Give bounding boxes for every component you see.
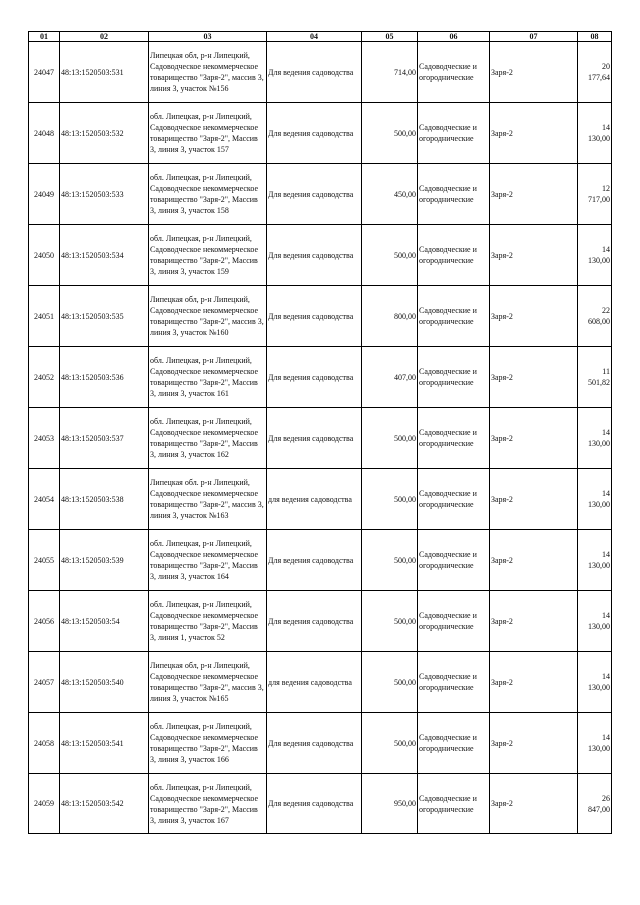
cell-location-name: Заря-2 — [490, 103, 578, 164]
cell-permitted-use: Для ведения садоводства — [267, 103, 362, 164]
cell-cadastral-value: 14 130,00 — [578, 591, 612, 652]
cell-category: Садоводческие и огороднические — [418, 347, 490, 408]
cell-category: Садоводческие и огороднические — [418, 225, 490, 286]
table-row — [29, 103, 612, 164]
cell-address: Липецкая обл, р-н Липецкий, Садоводческое некоммерческое товарищество "Заря-2", массив 3, линия 3, участок №165 — [149, 652, 267, 713]
cell-category: Садоводческие и огороднические — [418, 774, 490, 834]
header-cell-02: 02 — [60, 32, 149, 42]
table-row — [29, 469, 612, 530]
table-row — [29, 652, 612, 713]
cell-row-number: 24051 — [29, 286, 60, 347]
cell-area: 714,00 — [362, 42, 418, 103]
cell-address: обл. Липецкая, р-н Липецкий, Садоводческое некоммерческое товарищество "Заря-2", Массив 3, линия 3, участок 162 — [149, 408, 267, 469]
cell-cadastral-number: 48:13:1520503:540 — [60, 652, 149, 713]
cell-address: Липецкая обл. р-н Липецкий, Садоводческое некоммерческое товарищество "Заря-2", массив 3, линия 3, участок №163 — [149, 469, 267, 530]
cell-area: 500,00 — [362, 713, 418, 774]
cell-cadastral-number: 48:13:1520503:54 — [60, 591, 149, 652]
cell-category: Садоводческие и огороднические — [418, 469, 490, 530]
cell-cadastral-value: 14 130,00 — [578, 469, 612, 530]
cell-cadastral-number: 48:13:1520503:531 — [60, 42, 149, 103]
cell-area: 950,00 — [362, 774, 418, 834]
cell-permitted-use: для ведения садоводства — [267, 469, 362, 530]
table-row — [29, 408, 612, 469]
cell-row-number: 24058 — [29, 713, 60, 774]
cell-cadastral-number: 48:13:1520503:533 — [60, 164, 149, 225]
cell-cadastral-value: 14 130,00 — [578, 408, 612, 469]
cell-location-name: Заря-2 — [490, 408, 578, 469]
header-cell-04: 04 — [267, 32, 362, 42]
cell-row-number: 24053 — [29, 408, 60, 469]
cell-permitted-use: для ведения садоводства — [267, 652, 362, 713]
cell-address: Липецкая обл, р-н Липецкий, Садоводческое некоммерческое товарищество "Заря-2", массив 3, линия 3, участок №156 — [149, 42, 267, 103]
cell-permitted-use: Для ведения садоводства — [267, 347, 362, 408]
cell-area: 500,00 — [362, 225, 418, 286]
cell-address: обл. Липецкая, р-н Липецкий, Садоводческое некоммерческое товарищество "Заря-2", Массив 3, линия 3, участок 164 — [149, 530, 267, 591]
cell-location-name: Заря-2 — [490, 591, 578, 652]
cell-cadastral-value: 14 130,00 — [578, 713, 612, 774]
table-header-row — [29, 32, 612, 42]
cell-cadastral-value: 12 717,00 — [578, 164, 612, 225]
cell-address: обл. Липецкая, р-н Липецкий, Садоводческое некоммерческое товарищество "Заря-2", Массив 3, линия 3, участок 161 — [149, 347, 267, 408]
cell-location-name: Заря-2 — [490, 774, 578, 834]
cell-cadastral-number: 48:13:1520503:542 — [60, 774, 149, 834]
cell-category: Садоводческие и огороднические — [418, 408, 490, 469]
cell-cadastral-value: 14 130,00 — [578, 530, 612, 591]
table-row — [29, 347, 612, 408]
header-cell-03: 03 — [149, 32, 267, 42]
cell-row-number: 24055 — [29, 530, 60, 591]
table-row — [29, 164, 612, 225]
cell-category: Садоводческие и огороднические — [418, 652, 490, 713]
cell-location-name: Заря-2 — [490, 286, 578, 347]
cell-row-number: 24052 — [29, 347, 60, 408]
header-cell-08: 08 — [578, 32, 612, 42]
table-row — [29, 225, 612, 286]
cell-row-number: 24047 — [29, 42, 60, 103]
cell-cadastral-value: 14 130,00 — [578, 225, 612, 286]
cell-row-number: 24054 — [29, 469, 60, 530]
cell-category: Садоводческие и огороднические — [418, 42, 490, 103]
table-row — [29, 713, 612, 774]
header-cell-07: 07 — [490, 32, 578, 42]
cell-row-number: 24050 — [29, 225, 60, 286]
cell-category: Садоводческие и огороднические — [418, 103, 490, 164]
cell-address: обл. Липецкая, р-н Липецкий, Садоводческое некоммерческое товарищество "Заря-2", Массив 3, линия 3, участок 158 — [149, 164, 267, 225]
cell-cadastral-value: 26 847,00 — [578, 774, 612, 834]
cell-row-number: 24049 — [29, 164, 60, 225]
cell-area: 500,00 — [362, 652, 418, 713]
cell-address: обл. Липецкая, р-н Липецкий, Садоводческое некоммерческое товарищество "Заря-2", Массив 3, линия 3, участок 157 — [149, 103, 267, 164]
cell-cadastral-value: 11 501,82 — [578, 347, 612, 408]
cell-address: обл. Липецкая, р-н Липецкий, Садоводческое некоммерческое товарищество "Заря-2", Массив 3, линия 1, участок 52 — [149, 591, 267, 652]
cell-address: обл. Липецкая, р-н Липецкий, Садоводческое некоммерческое товарищество "Заря-2", Массив 3, линия 3, участок 159 — [149, 225, 267, 286]
cell-cadastral-number: 48:13:1520503:541 — [60, 713, 149, 774]
cell-cadastral-value: 14 130,00 — [578, 652, 612, 713]
cell-cadastral-value: 14 130,00 — [578, 103, 612, 164]
cell-cadastral-number: 48:13:1520503:535 — [60, 286, 149, 347]
table-body — [29, 42, 612, 834]
cell-location-name: Заря-2 — [490, 225, 578, 286]
cell-cadastral-value: 22 608,00 — [578, 286, 612, 347]
cell-cadastral-number: 48:13:1520503:532 — [60, 103, 149, 164]
cell-category: Садоводческие и огороднические — [418, 591, 490, 652]
cell-row-number: 24059 — [29, 774, 60, 834]
cell-location-name: Заря-2 — [490, 652, 578, 713]
land-plots-table — [28, 31, 612, 834]
cell-address: Липецкая обл, р-н Липецкий, Садоводческое некоммерческое товарищество "Заря-2", массив 3, линия 3, участок №160 — [149, 286, 267, 347]
cell-row-number: 24048 — [29, 103, 60, 164]
cell-permitted-use: Для ведения садоводства — [267, 530, 362, 591]
cell-category: Садоводческие и огороднические — [418, 713, 490, 774]
cell-category: Садоводческие и огороднические — [418, 530, 490, 591]
cell-cadastral-number: 48:13:1520503:538 — [60, 469, 149, 530]
cell-row-number: 24057 — [29, 652, 60, 713]
cell-cadastral-value: 20 177,64 — [578, 42, 612, 103]
cell-cadastral-number: 48:13:1520503:534 — [60, 225, 149, 286]
cell-permitted-use: Для ведения садоводства — [267, 225, 362, 286]
header-cell-06: 06 — [418, 32, 490, 42]
table-row — [29, 591, 612, 652]
cell-area: 500,00 — [362, 591, 418, 652]
cell-location-name: Заря-2 — [490, 469, 578, 530]
cell-cadastral-number: 48:13:1520503:537 — [60, 408, 149, 469]
cell-permitted-use: Для ведения садоводства — [267, 42, 362, 103]
cell-area: 450,00 — [362, 164, 418, 225]
cell-area: 500,00 — [362, 408, 418, 469]
cell-category: Садоводческие и огороднические — [418, 286, 490, 347]
cell-cadastral-number: 48:13:1520503:536 — [60, 347, 149, 408]
cell-location-name: Заря-2 — [490, 164, 578, 225]
cell-location-name: Заря-2 — [490, 42, 578, 103]
cell-row-number: 24056 — [29, 591, 60, 652]
cell-area: 407,00 — [362, 347, 418, 408]
cell-location-name: Заря-2 — [490, 530, 578, 591]
cell-cadastral-number: 48:13:1520503:539 — [60, 530, 149, 591]
cell-area: 500,00 — [362, 469, 418, 530]
table-row — [29, 286, 612, 347]
cell-area: 500,00 — [362, 530, 418, 591]
cell-address: обл. Липецкая, р-н Липецкий, Садоводческое некоммерческое товарищество "Заря-2", Массив 3, линия 3, участок 166 — [149, 713, 267, 774]
cell-location-name: Заря-2 — [490, 347, 578, 408]
cell-permitted-use: Для ведения садоводства — [267, 774, 362, 834]
cell-area: 800,00 — [362, 286, 418, 347]
table-row — [29, 42, 612, 103]
cell-area: 500,00 — [362, 103, 418, 164]
header-cell-01: 01 — [29, 32, 60, 42]
cell-address: обл. Липецкая, р-н Липецкий, Садоводческое некоммерческое товарищество "Заря-2", Массив 3, линия 3, участок 167 — [149, 774, 267, 834]
cell-location-name: Заря-2 — [490, 713, 578, 774]
cell-permitted-use: Для ведения садоводства — [267, 713, 362, 774]
table-row — [29, 774, 612, 834]
cell-permitted-use: Для ведения садоводства — [267, 408, 362, 469]
cell-permitted-use: Для ведения садоводства — [267, 164, 362, 225]
table-row — [29, 530, 612, 591]
document-page — [28, 31, 611, 834]
cell-permitted-use: Для ведения садоводства — [267, 286, 362, 347]
header-cell-05: 05 — [362, 32, 418, 42]
cell-category: Садоводческие и огороднические — [418, 164, 490, 225]
cell-permitted-use: Для ведения садоводства — [267, 591, 362, 652]
